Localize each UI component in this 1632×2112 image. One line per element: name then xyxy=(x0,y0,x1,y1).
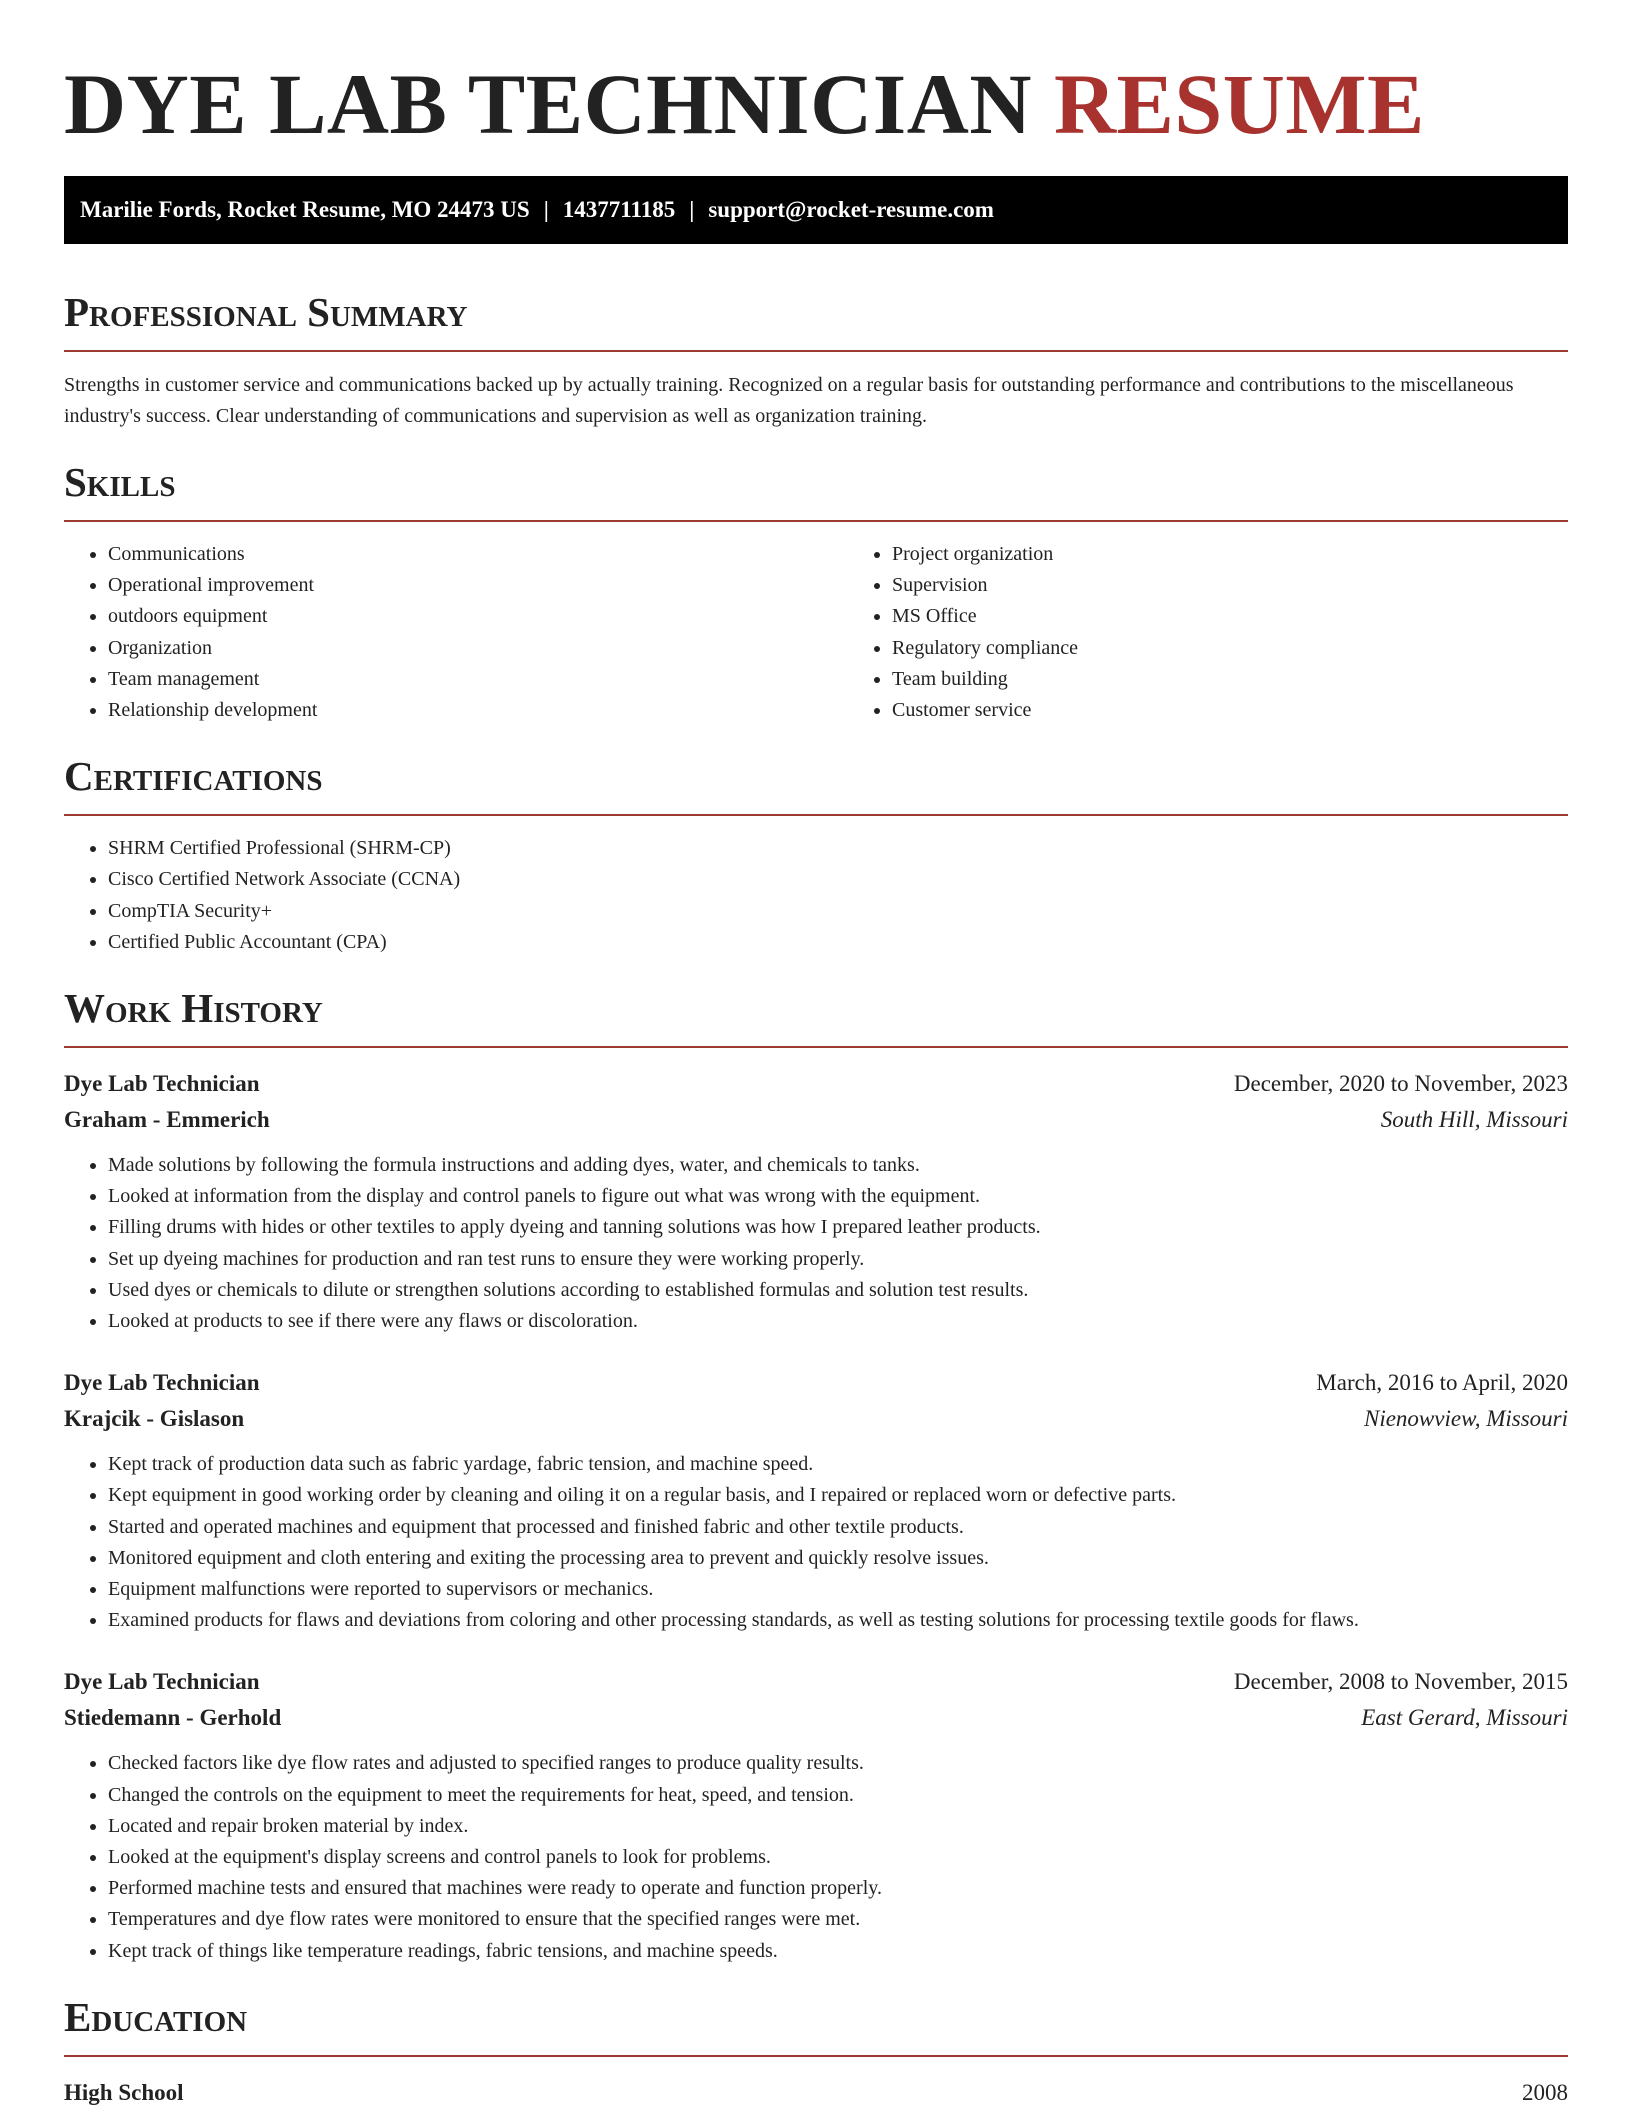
job-dates: March, 2016 to April, 2020 xyxy=(1316,1370,1568,1396)
contact-separator: | xyxy=(543,197,549,222)
skill-item: • Team management xyxy=(108,664,848,695)
job-duty: • Located and repair broken material by index. xyxy=(108,1811,1568,1842)
section-heading-skills: Skills xyxy=(64,459,176,505)
certification-item: • Cisco Certified Network Associate (CCNA) xyxy=(108,864,1568,895)
education-year: 2008 xyxy=(1522,2079,1568,2105)
job-duty: • Looked at products to see if there were any flaws or discoloration. xyxy=(108,1306,1568,1337)
job-duty: • Examined products for flaws and deviations from coloring and other processing standards, as well as testing solutions for processing textile goods for flaws. xyxy=(108,1605,1568,1636)
job-duty: • Looked at the equipment's display screens and control panels to look for problems. xyxy=(108,1842,1568,1873)
job-duties-list xyxy=(64,1150,1568,1337)
job-company: Stiedemann - Gerhold xyxy=(64,1705,282,1731)
job-duty: • Checked factors like dye flow rates and adjusted to specified ranges to produce quality results. xyxy=(108,1748,1568,1779)
section-divider xyxy=(64,1046,1568,1048)
skill-item: • outdoors equipment xyxy=(108,601,848,632)
skill-item: • Supervision xyxy=(892,570,1632,601)
skill-item: • Communications xyxy=(108,539,848,570)
contact-bar xyxy=(64,176,1568,244)
section-heading-education: Education xyxy=(64,1993,248,2040)
job-duty: • Filling drums with hides or other textiles to apply dyeing and tanning solutions was how I prepared leather products. xyxy=(108,1212,1568,1243)
skills-list-left xyxy=(64,539,848,726)
skill-item: • Team building xyxy=(892,664,1632,695)
job-entry xyxy=(64,1365,1568,1636)
skill-item: • Organization xyxy=(108,633,848,664)
job-location: South Hill, Missouri xyxy=(1380,1107,1568,1133)
job-duty: • Temperatures and dye flow rates were monitored to ensure that the specified ranges were met. xyxy=(108,1904,1568,1935)
skill-item: • Project organization xyxy=(892,539,1632,570)
section-heading-summary: Professional Summary xyxy=(64,289,468,335)
job-duty: • Performed machine tests and ensured that machines were ready to operate and function properly. xyxy=(108,1873,1568,1904)
job-dates: December, 2008 to November, 2015 xyxy=(1233,1669,1568,1695)
job-title: Dye Lab Technician xyxy=(64,1071,260,1097)
job-company: Graham - Emmerich xyxy=(64,1107,270,1133)
job-duty: • Changed the controls on the equipment to meet the requirements for heat, speed, and tension. xyxy=(108,1780,1568,1811)
skill-item: • MS Office xyxy=(892,601,1632,632)
certification-item: • CompTIA Security+ xyxy=(108,896,1568,927)
contact-address: Marilie Fords, Rocket Resume, MO 24473 US xyxy=(80,197,530,222)
job-entry xyxy=(64,1664,1568,1966)
certification-item: • SHRM Certified Professional (SHRM-CP) xyxy=(108,833,1568,864)
resume-title xyxy=(64,0,1568,176)
section-heading-certifications: Certifications xyxy=(64,753,323,800)
job-header-row xyxy=(64,1365,1568,1401)
skill-item: • Customer service xyxy=(892,695,1632,726)
section-divider xyxy=(64,814,1568,816)
title-main: DYE LAB TECHNICIAN xyxy=(64,56,1032,152)
job-company-row xyxy=(64,1102,1568,1138)
certifications-list xyxy=(64,833,1568,958)
job-entry xyxy=(64,1066,1568,1337)
skill-item: • Regulatory compliance xyxy=(892,633,1632,664)
contact-phone: 1437711185 xyxy=(562,197,676,222)
section-divider xyxy=(64,2055,1568,2057)
job-duty: • Set up dyeing machines for production and ran test runs to ensure they were working properly. xyxy=(108,1244,1568,1275)
summary-text: Strengths in customer service and communications backed up by actually training. Recognized on a regular basis for outstanding performance and contributions to the miscellaneous industry's success. Clear understanding of communications and supervision as well as organization training. xyxy=(64,374,1514,427)
job-duty: • Made solutions by following the formula instructions and adding dyes, water, and chemicals to tanks. xyxy=(108,1150,1568,1181)
job-dates: December, 2020 to November, 2023 xyxy=(1233,1071,1568,1097)
job-title: Dye Lab Technician xyxy=(64,1669,260,1695)
job-duty: • Kept equipment in good working order by cleaning and oiling it on a regular basis, and I repaired or replaced worn or defective parts. xyxy=(108,1480,1568,1511)
skill-item: • Operational improvement xyxy=(108,570,848,601)
job-duties-list xyxy=(64,1449,1568,1636)
contact-separator: | xyxy=(689,197,695,222)
skill-item: • Relationship development xyxy=(108,695,848,726)
job-duty: • Kept track of production data such as fabric yardage, fabric tension, and machine speed. xyxy=(108,1449,1568,1480)
skills-grid xyxy=(64,539,1568,726)
section-heading-work-history: Work History xyxy=(64,985,323,1032)
work-history-section xyxy=(64,984,1568,1967)
job-company: Krajcik - Gislason xyxy=(64,1406,245,1432)
education-entry xyxy=(64,2075,1568,2111)
section-divider xyxy=(64,350,1568,352)
summary-section xyxy=(64,288,1568,432)
job-company-row xyxy=(64,1700,1568,1736)
job-duty: • Started and operated machines and equipment that processed and finished fabric and other textile products. xyxy=(108,1512,1568,1543)
education-degree: High School xyxy=(64,2079,184,2105)
job-location: East Gerard, Missouri xyxy=(1361,1705,1568,1731)
section-divider xyxy=(64,520,1568,522)
certifications-section xyxy=(64,752,1568,958)
job-duty: • Looked at information from the display and control panels to figure out what was wrong with the equipment. xyxy=(108,1181,1568,1212)
job-duty: • Monitored equipment and cloth entering and exiting the processing area to prevent and quickly resolve issues. xyxy=(108,1543,1568,1574)
skills-list-right xyxy=(848,539,1632,726)
job-duties-list xyxy=(64,1748,1568,1966)
title-accent: RESUME xyxy=(1053,56,1425,152)
certification-item: • Certified Public Accountant (CPA) xyxy=(108,927,1568,958)
job-header-row xyxy=(64,1664,1568,1700)
education-section xyxy=(64,1993,1568,2111)
job-header-row xyxy=(64,1066,1568,1102)
skills-section xyxy=(64,458,1568,726)
contact-email: support@rocket-resume.com xyxy=(708,197,994,222)
job-title: Dye Lab Technician xyxy=(64,1370,260,1396)
job-company-row xyxy=(64,1401,1568,1437)
job-duty: • Used dyes or chemicals to dilute or strengthen solutions according to established formulas and solution test results. xyxy=(108,1275,1568,1306)
job-location: Nienowview, Missouri xyxy=(1363,1406,1568,1432)
job-duty: • Equipment malfunctions were reported to supervisors or mechanics. xyxy=(108,1574,1568,1605)
job-duty: • Kept track of things like temperature readings, fabric tensions, and machine speeds. xyxy=(108,1936,1568,1967)
